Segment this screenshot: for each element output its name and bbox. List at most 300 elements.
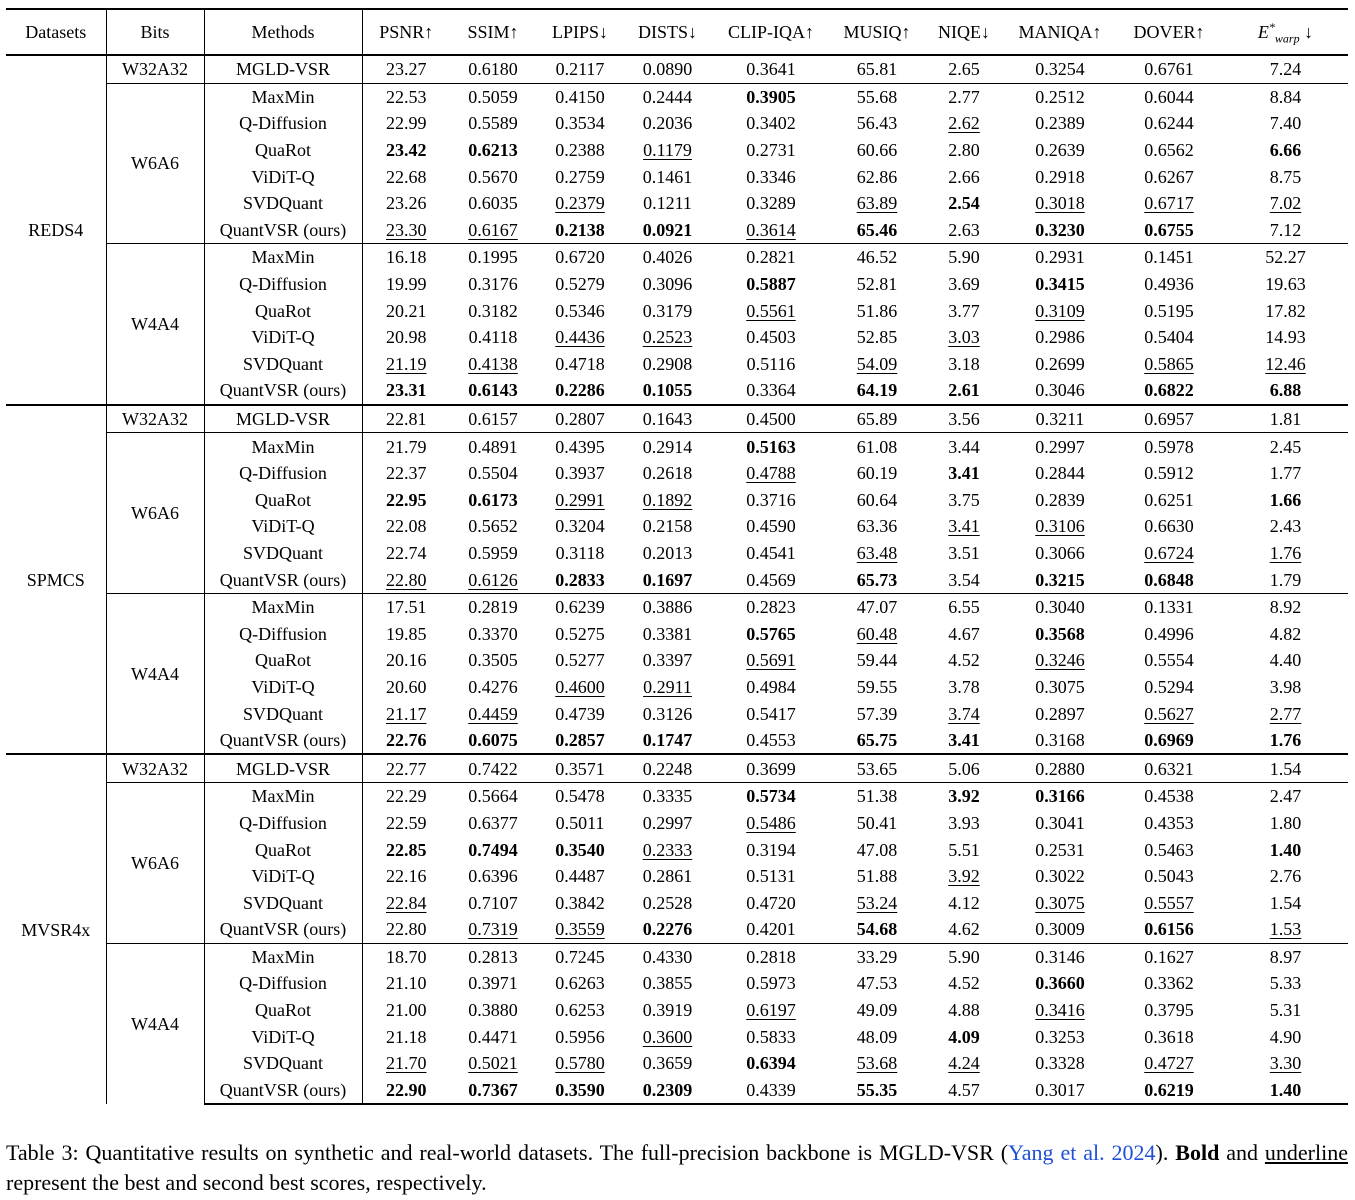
- metric-cell: [1223, 217, 1348, 244]
- metric-cell: [450, 674, 536, 701]
- metric-value: 0.1451: [1144, 247, 1194, 268]
- metric-cell: [624, 916, 711, 943]
- metric-value: 0.4395: [555, 436, 605, 457]
- metric-cell: [362, 810, 450, 837]
- metric-cell: [450, 1050, 536, 1077]
- metric-cell: [1115, 110, 1223, 137]
- metric-value: 64.19: [856, 380, 898, 401]
- metric-cell: [831, 297, 923, 324]
- metric-value: 63.89: [856, 193, 898, 214]
- metric-cell: [450, 754, 536, 782]
- metric-value: 0.2389: [1035, 113, 1085, 134]
- metric-value: 2.65: [948, 59, 980, 80]
- metric-value: 17.82: [1265, 300, 1306, 321]
- metric-cell: [450, 783, 536, 810]
- metric-value: 8.97: [1269, 946, 1302, 967]
- metric-value: 0.3194: [746, 839, 796, 860]
- metric-value: 0.5277: [555, 650, 605, 671]
- method-name: MaxMin: [204, 783, 362, 810]
- metric-value: 4.88: [948, 1000, 980, 1021]
- metric-value: 5.90: [948, 247, 980, 268]
- method-name: Q-Diffusion: [204, 970, 362, 997]
- metric-cell: [1005, 271, 1115, 298]
- metric-value: 0.4739: [555, 703, 605, 724]
- metric-cell: [536, 217, 624, 244]
- metric-value: 0.3971: [468, 973, 518, 994]
- metric-value: 0.3096: [642, 274, 693, 295]
- metric-cell: [536, 997, 624, 1024]
- metric-cell: [923, 1023, 1005, 1050]
- metric-value: 2.54: [948, 193, 980, 214]
- metric-cell: [923, 513, 1005, 540]
- metric-value: 0.3919: [642, 1000, 693, 1021]
- metric-cell: [1115, 674, 1223, 701]
- metric-value: 0.2991: [555, 489, 605, 510]
- metric-value: 6.88: [1269, 380, 1302, 401]
- dataset-name: REDS4: [6, 55, 106, 405]
- metric-cell: [831, 674, 923, 701]
- metric-value: 0.2818: [746, 946, 796, 967]
- metric-value: 14.93: [1265, 327, 1306, 348]
- metric-value: 21.10: [386, 973, 427, 994]
- metric-cell: [624, 377, 711, 405]
- table-row: [6, 460, 1348, 487]
- metric-cell: [711, 377, 831, 405]
- metric-value: 0.7107: [468, 892, 518, 913]
- metric-value: 0.3075: [1035, 892, 1085, 913]
- metric-value: 0.5478: [555, 786, 605, 807]
- metric-value: 0.4471: [468, 1026, 518, 1047]
- metric-cell: [831, 647, 923, 674]
- metric-value: 0.4487: [555, 866, 605, 887]
- metric-value: 0.4538: [1144, 786, 1194, 807]
- metric-cell: [711, 727, 831, 755]
- metric-value: 0.3600: [642, 1026, 693, 1047]
- metric-cell: [362, 110, 450, 137]
- metric-value: 33.29: [856, 946, 898, 967]
- metric-value: 2.77: [1269, 703, 1302, 724]
- metric-cell: [831, 566, 923, 593]
- metric-value: 21.79: [386, 436, 427, 457]
- metric-cell: [1005, 377, 1115, 405]
- metric-value: 0.2309: [642, 1079, 693, 1100]
- metric-value: 0.6761: [1144, 59, 1194, 80]
- metric-cell: [923, 324, 1005, 351]
- metric-cell: [923, 700, 1005, 727]
- metric-value: 0.5043: [1144, 866, 1194, 887]
- table-row: [6, 754, 1348, 782]
- metric-cell: [624, 727, 711, 755]
- metric-cell: [450, 916, 536, 943]
- metric-value: 5.31: [1269, 1000, 1302, 1021]
- metric-cell: [1005, 297, 1115, 324]
- method-name: MGLD-VSR: [204, 754, 362, 782]
- metric-value: 2.66: [948, 166, 980, 187]
- metric-value: 23.26: [386, 193, 427, 214]
- metric-value: 0.6377: [468, 812, 518, 833]
- table-row: [6, 943, 1348, 970]
- metric-cell: [450, 889, 536, 916]
- method-name: MGLD-VSR: [204, 405, 362, 433]
- column-header-methods: Methods: [204, 9, 362, 55]
- metric-cell: [624, 137, 711, 164]
- column-header-dists: DISTS↓: [637, 22, 697, 42]
- metric-cell: [923, 110, 1005, 137]
- metric-value: 0.2699: [1035, 353, 1085, 374]
- metric-cell: [536, 297, 624, 324]
- table-caption: [6, 1138, 1348, 1198]
- metric-cell: [923, 163, 1005, 190]
- caption-text-2: ).: [1155, 1140, 1176, 1165]
- metric-cell: [1223, 513, 1348, 540]
- metric-cell: [624, 620, 711, 647]
- metric-value: 0.6822: [1144, 380, 1194, 401]
- metric-value: 0.2531: [1035, 839, 1085, 860]
- metric-cell: [831, 324, 923, 351]
- metric-cell: [711, 647, 831, 674]
- metric-value: 46.52: [856, 247, 898, 268]
- metric-value: 0.3109: [1035, 300, 1085, 321]
- metric-cell: [1223, 83, 1348, 110]
- metric-cell: [711, 190, 831, 217]
- metric-value: 21.19: [386, 353, 427, 374]
- metric-cell: [923, 647, 1005, 674]
- metric-cell: [1223, 433, 1348, 460]
- metric-value: 0.6253: [555, 1000, 605, 1021]
- metric-cell: [1223, 110, 1348, 137]
- metric-value: 3.98: [1269, 676, 1302, 697]
- metric-value: 0.3905: [746, 86, 796, 107]
- metric-cell: [923, 997, 1005, 1024]
- metric-value: 3.18: [948, 353, 980, 374]
- metric-value: 0.7245: [555, 946, 605, 967]
- metric-cell: [536, 1050, 624, 1077]
- method-name: QuaRot: [204, 997, 362, 1024]
- metric-value: 12.46: [1265, 353, 1306, 374]
- method-name: QuaRot: [204, 137, 362, 164]
- metric-cell: [831, 55, 923, 83]
- bits-label: W32A32: [106, 754, 204, 782]
- metric-value: 0.6044: [1144, 86, 1194, 107]
- metric-value: 0.5504: [468, 463, 518, 484]
- metric-value: 0.6213: [468, 140, 518, 161]
- metric-value: 3.92: [948, 866, 980, 887]
- metric-value: 0.1211: [643, 193, 692, 214]
- metric-value: 0.2857: [555, 730, 605, 751]
- metric-cell: [450, 405, 536, 433]
- metric-value: 0.5561: [746, 300, 796, 321]
- metric-value: 0.6396: [468, 866, 518, 887]
- table-row: [6, 433, 1348, 460]
- column-header-bits: Bits: [106, 9, 204, 55]
- metric-value: 0.1995: [468, 247, 518, 268]
- metric-cell: [624, 460, 711, 487]
- metric-value: 20.98: [386, 327, 427, 348]
- metric-cell: [450, 110, 536, 137]
- metric-value: 0.3328: [1035, 1053, 1085, 1074]
- metric-cell: [711, 324, 831, 351]
- table-row: [6, 997, 1348, 1024]
- metric-cell: [711, 271, 831, 298]
- metric-cell: [1223, 1050, 1348, 1077]
- metric-value: 0.2931: [1035, 247, 1085, 268]
- metric-cell: [1115, 55, 1223, 83]
- metric-value: 22.95: [386, 489, 427, 510]
- metric-value: 0.2117: [555, 59, 605, 80]
- metric-value: 0.6035: [468, 193, 518, 214]
- caption-underline-word: underline: [1264, 1140, 1349, 1165]
- method-name: Q-Diffusion: [204, 460, 362, 487]
- metric-cell: [536, 540, 624, 567]
- metric-cell: [362, 566, 450, 593]
- bits-label: W6A6: [106, 433, 204, 594]
- metric-cell: [831, 83, 923, 110]
- metric-cell: [831, 460, 923, 487]
- citation-link[interactable]: Yang et al. 2024: [1008, 1140, 1156, 1165]
- metric-value: 0.5765: [746, 623, 796, 644]
- metric-value: 0.3571: [555, 758, 605, 779]
- metric-cell: [711, 540, 831, 567]
- metric-cell: [536, 433, 624, 460]
- metric-value: 0.4118: [468, 327, 518, 348]
- metric-cell: [923, 460, 1005, 487]
- metric-cell: [450, 271, 536, 298]
- metric-value: 3.69: [948, 274, 980, 295]
- metric-cell: [450, 836, 536, 863]
- metric-cell: [711, 700, 831, 727]
- metric-value: 0.6394: [746, 1053, 796, 1074]
- metric-value: 8.75: [1269, 166, 1302, 187]
- metric-value: 0.3040: [1035, 597, 1085, 618]
- table-row: [6, 620, 1348, 647]
- metric-cell: [1005, 433, 1115, 460]
- metric-value: 0.5691: [746, 650, 796, 671]
- metric-cell: [450, 566, 536, 593]
- metric-cell: [1005, 863, 1115, 890]
- metric-value: 0.5463: [1144, 839, 1194, 860]
- metric-cell: [923, 137, 1005, 164]
- table-row: [6, 513, 1348, 540]
- metric-cell: [1005, 943, 1115, 970]
- metric-cell: [1115, 460, 1223, 487]
- metric-cell: [1223, 190, 1348, 217]
- metric-cell: [831, 513, 923, 540]
- metric-value: 0.6180: [468, 59, 518, 80]
- metric-cell: [450, 513, 536, 540]
- metric-value: 0.0921: [642, 219, 693, 240]
- metric-value: 3.74: [948, 703, 980, 724]
- metric-cell: [1005, 566, 1115, 593]
- metric-cell: [1115, 1023, 1223, 1050]
- metric-cell: [362, 783, 450, 810]
- metric-cell: [624, 810, 711, 837]
- metric-value: 0.3641: [746, 59, 796, 80]
- metric-value: 0.5780: [555, 1053, 605, 1074]
- metric-value: 1.53: [1269, 919, 1302, 940]
- metric-cell: [1005, 110, 1115, 137]
- metric-cell: [450, 244, 536, 271]
- metric-value: 0.2821: [746, 247, 796, 268]
- metric-cell: [1115, 727, 1223, 755]
- metric-cell: [831, 433, 923, 460]
- metric-value: 0.3230: [1035, 219, 1085, 240]
- method-name: SVDQuant: [204, 351, 362, 378]
- table-row: [6, 487, 1348, 514]
- metric-value: 0.3335: [642, 786, 693, 807]
- table-header: [6, 9, 1348, 55]
- table-row: [6, 190, 1348, 217]
- metric-value: 22.59: [386, 812, 427, 833]
- method-name: MaxMin: [204, 433, 362, 460]
- table-row: [6, 110, 1348, 137]
- metric-cell: [923, 593, 1005, 620]
- metric-value: 0.4026: [642, 247, 693, 268]
- metric-cell: [1115, 836, 1223, 863]
- metric-cell: [450, 997, 536, 1024]
- metric-cell: [1005, 674, 1115, 701]
- metric-value: 55.35: [856, 1079, 898, 1100]
- method-name: MaxMin: [204, 593, 362, 620]
- metric-cell: [624, 863, 711, 890]
- metric-value: 20.60: [386, 676, 427, 697]
- metric-value: 3.41: [948, 463, 980, 484]
- column-header-psnr: PSNR↑: [379, 22, 434, 42]
- metric-cell: [450, 351, 536, 378]
- metric-cell: [1115, 244, 1223, 271]
- metric-value: 4.57: [948, 1079, 980, 1100]
- metric-cell: [362, 324, 450, 351]
- metric-cell: [536, 566, 624, 593]
- metric-value: 3.41: [948, 516, 980, 537]
- metric-cell: [923, 55, 1005, 83]
- metric-cell: [831, 943, 923, 970]
- metric-value: 2.43: [1269, 516, 1302, 537]
- metric-value: 4.24: [948, 1053, 980, 1074]
- metric-value: 0.5059: [468, 86, 518, 107]
- metric-value: 0.3880: [468, 1000, 518, 1021]
- caption-text-1: Table 3: Quantitative results on synthetic and real-world datasets. The full-precision backbone is MGLD-VSR (: [6, 1140, 1009, 1165]
- metric-cell: [1223, 460, 1348, 487]
- metric-cell: [831, 351, 923, 378]
- metric-value: 22.74: [386, 542, 427, 563]
- metric-value: 3.44: [948, 436, 980, 457]
- metric-cell: [1223, 163, 1348, 190]
- metric-cell: [362, 647, 450, 674]
- metric-cell: [1115, 217, 1223, 244]
- metric-cell: [1223, 997, 1348, 1024]
- metric-cell: [450, 810, 536, 837]
- metric-cell: [624, 244, 711, 271]
- metric-value: 2.47: [1269, 786, 1302, 807]
- table-row: [6, 540, 1348, 567]
- metric-value: 3.54: [948, 569, 980, 590]
- metric-cell: [362, 916, 450, 943]
- metric-value: 60.64: [856, 489, 898, 510]
- metric-value: 1.40: [1269, 839, 1302, 860]
- metric-value: 2.45: [1269, 436, 1302, 457]
- metric-value: 0.5627: [1144, 703, 1194, 724]
- metric-value: 0.5279: [555, 274, 605, 295]
- metric-cell: [1005, 487, 1115, 514]
- metric-cell: [923, 916, 1005, 943]
- metric-cell: [831, 970, 923, 997]
- metric-cell: [450, 943, 536, 970]
- metric-cell: [536, 620, 624, 647]
- metric-cell: [450, 727, 536, 755]
- metric-cell: [711, 566, 831, 593]
- metric-value: 0.2807: [555, 409, 605, 430]
- metric-cell: [362, 351, 450, 378]
- metric-cell: [831, 863, 923, 890]
- metric-value: 0.3246: [1035, 650, 1085, 671]
- metric-value: 0.3590: [555, 1079, 605, 1100]
- metric-value: 0.3370: [468, 623, 518, 644]
- metric-cell: [1223, 351, 1348, 378]
- table-row: [6, 271, 1348, 298]
- table-row: [6, 1023, 1348, 1050]
- metric-cell: [1005, 783, 1115, 810]
- metric-cell: [362, 620, 450, 647]
- metric-cell: [1223, 377, 1348, 405]
- table-row: [6, 727, 1348, 755]
- method-name: ViDiT-Q: [204, 163, 362, 190]
- caption-text-3: and: [1219, 1140, 1265, 1165]
- metric-cell: [624, 55, 711, 83]
- table-row: [6, 163, 1348, 190]
- metric-value: 0.3289: [746, 193, 796, 214]
- metric-value: 0.3066: [1035, 542, 1085, 563]
- metric-value: 0.2528: [642, 892, 693, 913]
- metric-value: 0.6755: [1144, 219, 1194, 240]
- metric-value: 0.5131: [746, 866, 796, 887]
- metric-value: 8.92: [1269, 597, 1302, 618]
- metric-value: 0.3009: [1035, 919, 1085, 940]
- metric-value: 0.5664: [468, 786, 518, 807]
- metric-cell: [1005, 55, 1115, 83]
- metric-value: 0.5887: [746, 274, 796, 295]
- metric-cell: [1115, 997, 1223, 1024]
- metric-value: 59.44: [856, 650, 898, 671]
- method-name: QuantVSR (ours): [204, 377, 362, 405]
- metric-value: 0.5486: [746, 812, 796, 833]
- metric-value: 0.4569: [746, 569, 796, 590]
- metric-cell: [831, 783, 923, 810]
- metric-cell: [1115, 513, 1223, 540]
- metric-value: 0.2276: [642, 919, 693, 940]
- metric-cell: [711, 1023, 831, 1050]
- metric-cell: [536, 970, 624, 997]
- metric-value: 0.2618: [642, 463, 693, 484]
- metric-cell: [831, 110, 923, 137]
- metric-value: 3.30: [1269, 1053, 1302, 1074]
- metric-value: 0.5956: [555, 1026, 605, 1047]
- metric-cell: [1223, 55, 1348, 83]
- metric-cell: [831, 620, 923, 647]
- metric-cell: [362, 217, 450, 244]
- metric-value: 65.46: [856, 219, 898, 240]
- metric-cell: [923, 244, 1005, 271]
- metric-value: 0.2248: [642, 758, 693, 779]
- metric-cell: [1005, 593, 1115, 620]
- metric-cell: [624, 297, 711, 324]
- metric-cell: [831, 163, 923, 190]
- metric-cell: [362, 377, 450, 405]
- metric-cell: [450, 377, 536, 405]
- metric-value: 22.90: [386, 1079, 427, 1100]
- metric-value: 0.2013: [642, 542, 693, 563]
- metric-cell: [624, 647, 711, 674]
- method-name: Q-Diffusion: [204, 110, 362, 137]
